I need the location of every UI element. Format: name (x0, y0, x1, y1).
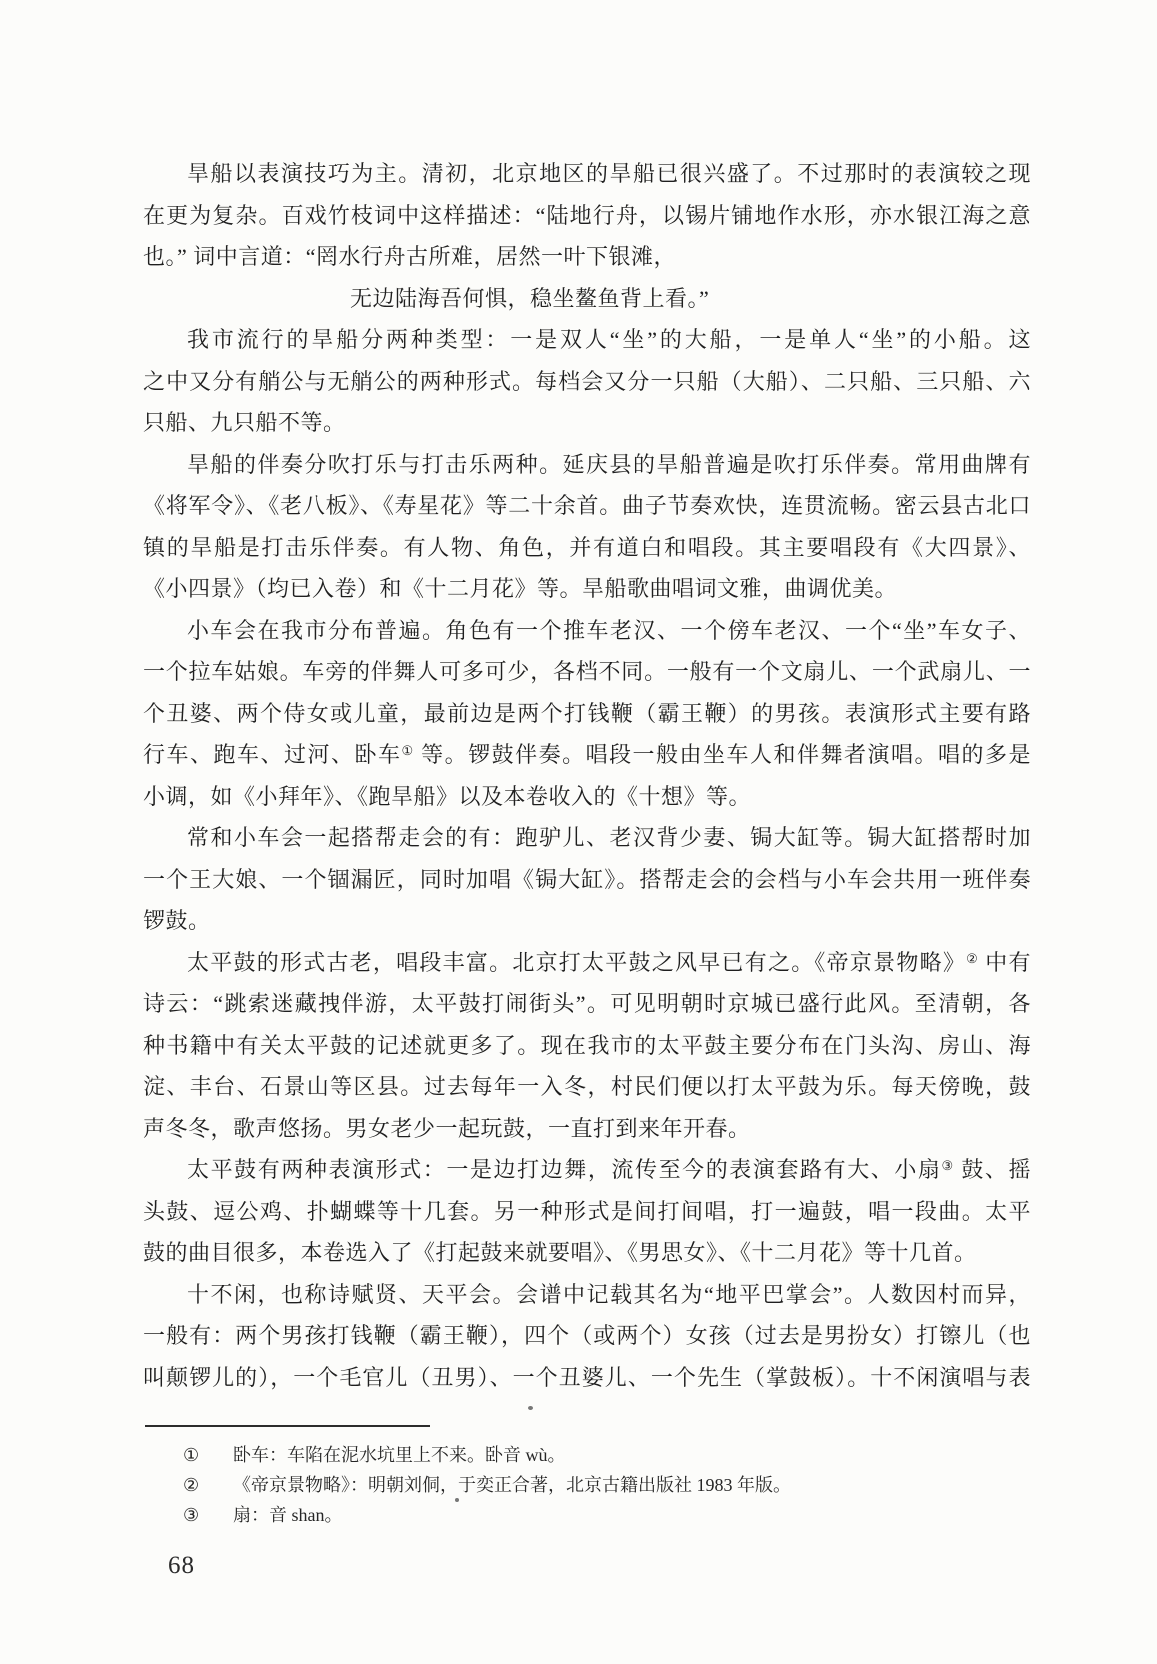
footnote-item (183, 1500, 1031, 1530)
text-line: 叫颠锣儿的），一个毛官儿（丑男）、一个丑婆儿、一个先生（掌鼓板）。十不闲演唱与表 (143, 1364, 1031, 1390)
text-line: 十不闲，也称诗赋贤、天平会。会谱中记载其名为“地平巴掌会”。人数因村而异， (187, 1281, 1031, 1307)
text-line: 《将军令》、《老八板》、《寿星花》等二十余首。曲子节奏欢快，连贯流畅。密云县古北口 (143, 493, 1031, 518)
footnote-item (183, 1440, 1031, 1470)
text-line: 鼓的曲目很多，本卷选入了《打起鼓来就要唱》、《男思女》、《十二月花》等十几首。 (143, 1240, 977, 1265)
footnote-text: 扇：音 shan。 (233, 1505, 343, 1525)
text-line: 常和小车会一起搭帮走会的有：跑驴儿、老汉背少妻、锔大缸等。锔大缸搭帮时加 (187, 825, 1031, 850)
footnote-marker: ③ (183, 1505, 200, 1525)
footnote-item (183, 1470, 1031, 1500)
text-line: 声冬冬，歌声悠扬。男女老少一起玩鼓，一直打到来年开春。 (143, 1115, 751, 1141)
text-line: 在更为复杂。百戏竹枝词中这样描述：“陆地行舟，以锡片铺地作水形，亦水银江海之意 (143, 202, 1031, 228)
scan-speck (455, 1498, 459, 1502)
page-number: 68 (168, 1552, 195, 1579)
text-line: 镇的旱船是打击乐伴奏。有人物、角色，并有道白和唱段。其主要唱段有《大四景》、 (143, 534, 1031, 560)
text-line: 《小四景》（均已入卷）和《十二月花》等。旱船歌曲唱词文雅，曲调优美。 (143, 576, 898, 601)
text-line: 淀、丰台、石景山等区县。过去每年一入冬，村民们便以打太平鼓为乐。每天傍晚，鼓 (143, 1074, 1031, 1099)
text-line: 之中又分有艄公与无艄公的两种形式。每档会又分一只船（大船）、二只船、三只船、六 (143, 368, 1031, 394)
text-line: 一个王大娘、一个锢漏匠，同时加唱《锔大缸》。搭帮走会的会档与小车会共用一班伴奏 (143, 866, 1031, 892)
footnote-text: 《帝京景物略》：明朝刘侗，于奕正合著，北京古籍出版社 1983 年版。 (233, 1475, 791, 1495)
text-line: 头鼓、逗公鸡、扑蝴蝶等十几套。另一种形式是间打间唱，打一遍鼓，唱一段曲。太平 (143, 1198, 1031, 1224)
scan-speck (528, 1406, 533, 1410)
text-line: 太平鼓的形式古老，唱段丰富。北京打太平鼓之风早已有之。《帝京景物略》② 中有 (187, 949, 1031, 975)
text-line: 太平鼓有两种表演形式：一是边打边舞，流传至今的表演套路有大、小扇③ 鼓、摇 (187, 1157, 1031, 1182)
footnote-separator (145, 1425, 430, 1427)
footnote-ref: ② (966, 950, 979, 966)
text-line: 诗云：“跳索迷藏拽伴游，太平鼓打闹街头”。可见明朝时京城已盛行此风。至清朝，各 (143, 991, 1031, 1016)
text-line: 无边陆海吾何惧，稳坐鳌鱼背上看。” (350, 285, 710, 311)
text-line: 旱船以表演技巧为主。清初，北京地区的旱船已很兴盛了。不过那时的表演较之现 (187, 161, 1031, 186)
footnote-ref: ③ (941, 1158, 955, 1173)
text-line: 个丑婆、两个侍女或儿童，最前边是两个打钱鞭（霸王鞭）的男孩。表演形式主要有路 (143, 700, 1031, 726)
text-line: 锣鼓。 (143, 908, 211, 933)
footnote-list (143, 1440, 1031, 1530)
body-text-lines (143, 153, 1031, 1398)
text-line: 行车、跑车、过河、卧车① 等。锣鼓伴奏。唱段一般由坐车人和伴舞者演唱。唱的多是 (143, 742, 1031, 767)
text-line: 我市流行的旱船分两种类型：一是双人“坐”的大船，一是单人“坐”的小船。这 (187, 327, 1031, 352)
text-line: 种书籍中有关太平鼓的记述就更多了。现在我市的太平鼓主要分布在门头沟、房山、海 (143, 1032, 1031, 1058)
footnote-marker: ② (183, 1475, 200, 1495)
footnote-ref: ① (401, 743, 415, 758)
text-line: 也。” 词中言道：“罔水行舟古所难，居然一叶下银滩， (143, 244, 677, 269)
text-line: 小调，如《小拜年》、《跑旱船》以及本卷收入的《十想》等。 (143, 783, 752, 809)
text-line: 只船、九只船不等。 (143, 410, 346, 435)
text-line: 小车会在我市分布普遍。角色有一个推车老汉、一个傍车老汉、一个“坐”车女子、 (187, 617, 1031, 643)
body-text-column (143, 153, 1031, 1580)
text-line: 旱船的伴奏分吹打乐与打击乐两种。延庆县的旱船普遍是吹打乐伴奏。常用曲牌有 (187, 451, 1031, 477)
text-line: 一般有：两个男孩打钱鞭（霸王鞭），四个（或两个）女孩（过去是男扮女）打镲儿（也 (143, 1323, 1031, 1348)
footnote-marker: ① (183, 1445, 200, 1465)
text-line: 一个拉车姑娘。车旁的伴舞人可多可少，各档不同。一般有一个文扇儿、一个武扇儿、一 (143, 659, 1031, 684)
footnote-text: 卧车：车陷在泥水坑里上不来。卧音 wù。 (233, 1445, 566, 1465)
